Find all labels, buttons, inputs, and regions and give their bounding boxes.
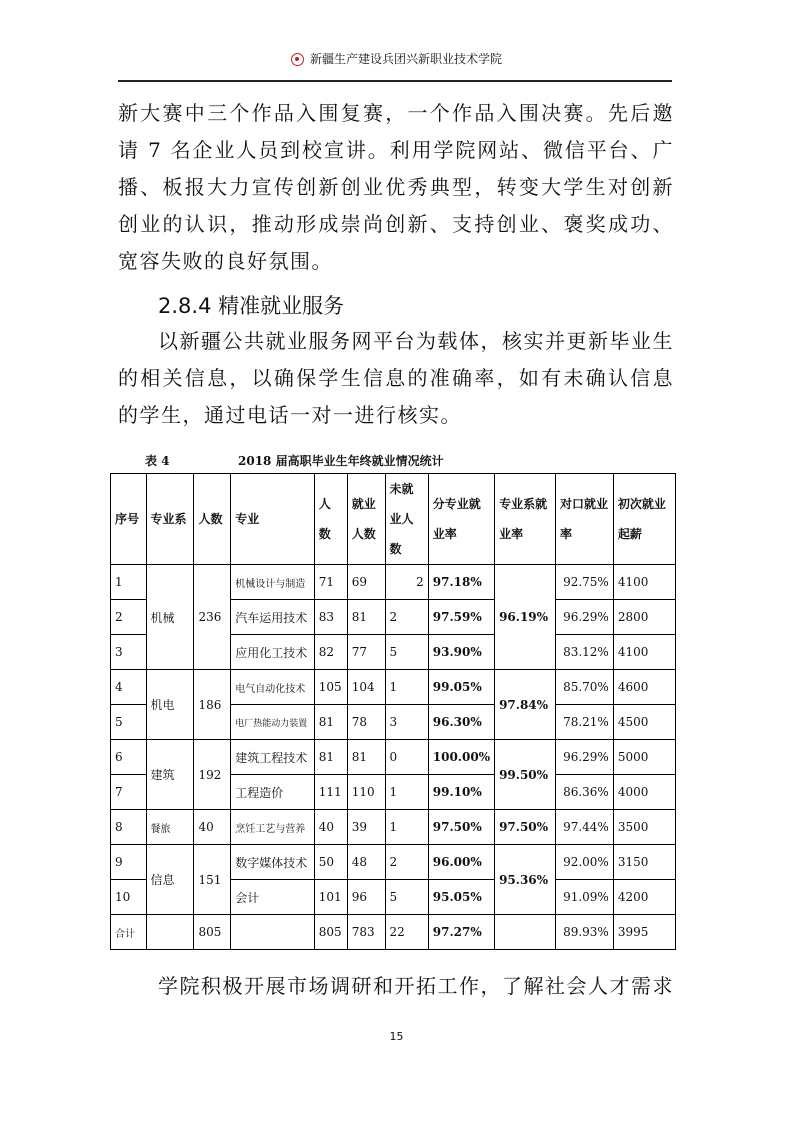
employed-cell: 110 — [347, 775, 385, 810]
dept-cell: 机械 — [146, 565, 194, 670]
unemployed-cell: 1 — [385, 810, 428, 845]
table-row — [111, 845, 676, 880]
salary-cell: 4100 — [613, 635, 675, 670]
header-cell: 序号 — [111, 474, 147, 565]
dept-rate-cell: 95.36% — [495, 845, 556, 915]
dept-rate-cell: 99.50% — [495, 740, 556, 810]
row-no: 7 — [111, 775, 147, 810]
row-no: 9 — [111, 845, 147, 880]
dept-rate-cell: 97.84% — [495, 670, 556, 740]
table-row — [111, 670, 676, 705]
employed-cell: 48 — [347, 845, 385, 880]
section-heading: 2.8.4 精准就业服务 — [158, 294, 345, 318]
major-rate-cell: 93.90% — [428, 635, 494, 670]
major-rate-cell: 100.00% — [428, 740, 494, 775]
salary-cell: 3500 — [613, 810, 675, 845]
dept-cell: 机电 — [146, 670, 194, 740]
table-caption-title: 2018 届高职毕业生年终就业情况统计 — [238, 454, 444, 468]
unemployed-cell: 1 — [385, 775, 428, 810]
major-rate-cell: 97.50% — [428, 810, 494, 845]
dept-cell: 信息 — [146, 845, 194, 915]
match-rate-cell: 86.36% — [555, 775, 613, 810]
total-employed: 783 — [347, 915, 385, 950]
unemployed-cell: 2 — [385, 600, 428, 635]
total-label: 合计 — [111, 915, 147, 950]
header-cell: 未就业人数 — [385, 474, 428, 565]
match-rate-cell: 96.29% — [555, 600, 613, 635]
college-logo-icon — [291, 53, 304, 66]
major-cell: 烹饪工艺与营养 — [231, 810, 315, 845]
salary-cell: 3150 — [613, 845, 675, 880]
table-caption-number: 表 4 — [145, 454, 170, 468]
row-no: 3 — [111, 635, 147, 670]
dept-rate-cell: 96.19% — [495, 565, 556, 670]
major-rate-cell: 96.00% — [428, 845, 494, 880]
employed-cell: 96 — [347, 880, 385, 915]
empty-cell — [146, 915, 194, 950]
header-cell: 专业系就业率 — [495, 474, 556, 565]
unemployed-cell: 0 — [385, 740, 428, 775]
header-cell: 分专业就业率 — [428, 474, 494, 565]
count-cell: 81 — [314, 740, 347, 775]
dept-count-cell: 186 — [194, 670, 231, 740]
employment-table — [110, 473, 676, 950]
match-rate-cell: 85.70% — [555, 670, 613, 705]
table-header-row — [111, 474, 676, 565]
match-rate-cell: 97.44% — [555, 810, 613, 845]
count-cell: 111 — [314, 775, 347, 810]
empty-cell — [231, 915, 315, 950]
match-rate-cell: 83.12% — [555, 635, 613, 670]
header-cell: 对口就业率 — [555, 474, 613, 565]
total-count: 805 — [314, 915, 347, 950]
header-cell: 专业 — [231, 474, 315, 565]
row-no: 6 — [111, 740, 147, 775]
table-row — [111, 810, 676, 845]
total-salary: 3995 — [613, 915, 675, 950]
page-number: 15 — [389, 1030, 404, 1043]
match-rate-cell: 92.00% — [555, 845, 613, 880]
count-cell: 83 — [314, 600, 347, 635]
count-cell: 50 — [314, 845, 347, 880]
header-cell: 人数 — [194, 474, 231, 565]
row-no: 5 — [111, 705, 147, 740]
major-cell: 会计 — [231, 880, 315, 915]
major-rate-cell: 99.05% — [428, 670, 494, 705]
empty-cell — [495, 915, 556, 950]
header-cell: 就业人数 — [347, 474, 385, 565]
dept-count-cell: 40 — [194, 810, 231, 845]
major-rate-cell: 97.59% — [428, 600, 494, 635]
match-rate-cell: 92.75% — [555, 565, 613, 600]
major-cell: 电厂热能动力装置 — [231, 705, 315, 740]
count-cell: 101 — [314, 880, 347, 915]
institution-name: 新疆生产建设兵团兴新职业技术学院 — [309, 52, 502, 66]
unemployed-cell: 1 — [385, 670, 428, 705]
salary-cell: 4500 — [613, 705, 675, 740]
total-match-rate: 89.93% — [555, 915, 613, 950]
table-row — [111, 565, 676, 600]
paragraph-3: 学院积极开展市场调研和开拓工作，了解社会人才需求 — [158, 974, 674, 998]
employed-cell: 104 — [347, 670, 385, 705]
major-cell: 应用化工技术 — [231, 635, 315, 670]
major-cell: 汽车运用技术 — [231, 600, 315, 635]
page-header — [0, 50, 793, 67]
row-no: 8 — [111, 810, 147, 845]
match-rate-cell: 78.21% — [555, 705, 613, 740]
major-rate-cell: 95.05% — [428, 880, 494, 915]
header-cell: 专业系 — [146, 474, 194, 565]
salary-cell: 5000 — [613, 740, 675, 775]
count-cell: 40 — [314, 810, 347, 845]
major-cell: 机械设计与制造 — [231, 565, 315, 600]
employed-cell: 78 — [347, 705, 385, 740]
employed-cell: 81 — [347, 740, 385, 775]
major-cell: 电气自动化技术 — [231, 670, 315, 705]
total-major-rate: 97.27% — [428, 915, 494, 950]
unemployed-cell: 2 — [385, 565, 428, 600]
match-rate-cell: 91.09% — [555, 880, 613, 915]
dept-cell: 建筑 — [146, 740, 194, 810]
major-cell: 数字媒体技术 — [231, 845, 315, 880]
major-rate-cell: 99.10% — [428, 775, 494, 810]
dept-count-cell: 236 — [194, 565, 231, 670]
header-cell: 初次就业起薪 — [613, 474, 675, 565]
major-rate-cell: 96.30% — [428, 705, 494, 740]
table-row — [111, 740, 676, 775]
dept-rate-cell: 97.50% — [495, 810, 556, 845]
unemployed-cell: 5 — [385, 635, 428, 670]
employed-cell: 81 — [347, 600, 385, 635]
count-cell: 105 — [314, 670, 347, 705]
dept-cell: 餐旅 — [146, 810, 194, 845]
employed-cell: 69 — [347, 565, 385, 600]
row-no: 2 — [111, 600, 147, 635]
unemployed-cell: 5 — [385, 880, 428, 915]
count-cell: 71 — [314, 565, 347, 600]
row-no: 10 — [111, 880, 147, 915]
unemployed-cell: 3 — [385, 705, 428, 740]
employed-cell: 77 — [347, 635, 385, 670]
major-cell: 建筑工程技术 — [231, 740, 315, 775]
salary-cell: 4200 — [613, 880, 675, 915]
salary-cell: 4100 — [613, 565, 675, 600]
major-cell: 工程造价 — [231, 775, 315, 810]
row-no: 4 — [111, 670, 147, 705]
unemployed-cell: 2 — [385, 845, 428, 880]
total-dept-count: 805 — [194, 915, 231, 950]
row-no: 1 — [111, 565, 147, 600]
employed-cell: 39 — [347, 810, 385, 845]
salary-cell: 4600 — [613, 670, 675, 705]
paragraph-2: 以新疆公共就业服务网平台为载体，核实并更新毕业生的相关信息，以确保学生信息的准确率，如有未确认信息的学生，通过电话一对一进行核实。 — [118, 329, 674, 427]
count-cell: 81 — [314, 705, 347, 740]
dept-count-cell: 192 — [194, 740, 231, 810]
table-total-row — [111, 915, 676, 950]
salary-cell: 4000 — [613, 775, 675, 810]
match-rate-cell: 96.29% — [555, 740, 613, 775]
header-cell: 人数 — [314, 474, 347, 565]
major-rate-cell: 97.18% — [428, 565, 494, 600]
total-unemployed: 22 — [385, 915, 428, 950]
count-cell: 82 — [314, 635, 347, 670]
paragraph-1: 新大赛中三个作品入围复赛，一个作品入围决赛。先后邀请 7 名企业人员到校宣讲。利用学院网站、微信平台、广播、板报大力宣传创新创业优秀典型，转变大学生对创新创业的认识，推动形成崇尚创新、支持创业、褒奖成功、宽容失败的良好氛围。 — [118, 101, 674, 273]
header-divider — [118, 80, 672, 82]
salary-cell: 2800 — [613, 600, 675, 635]
dept-count-cell: 151 — [194, 845, 231, 915]
